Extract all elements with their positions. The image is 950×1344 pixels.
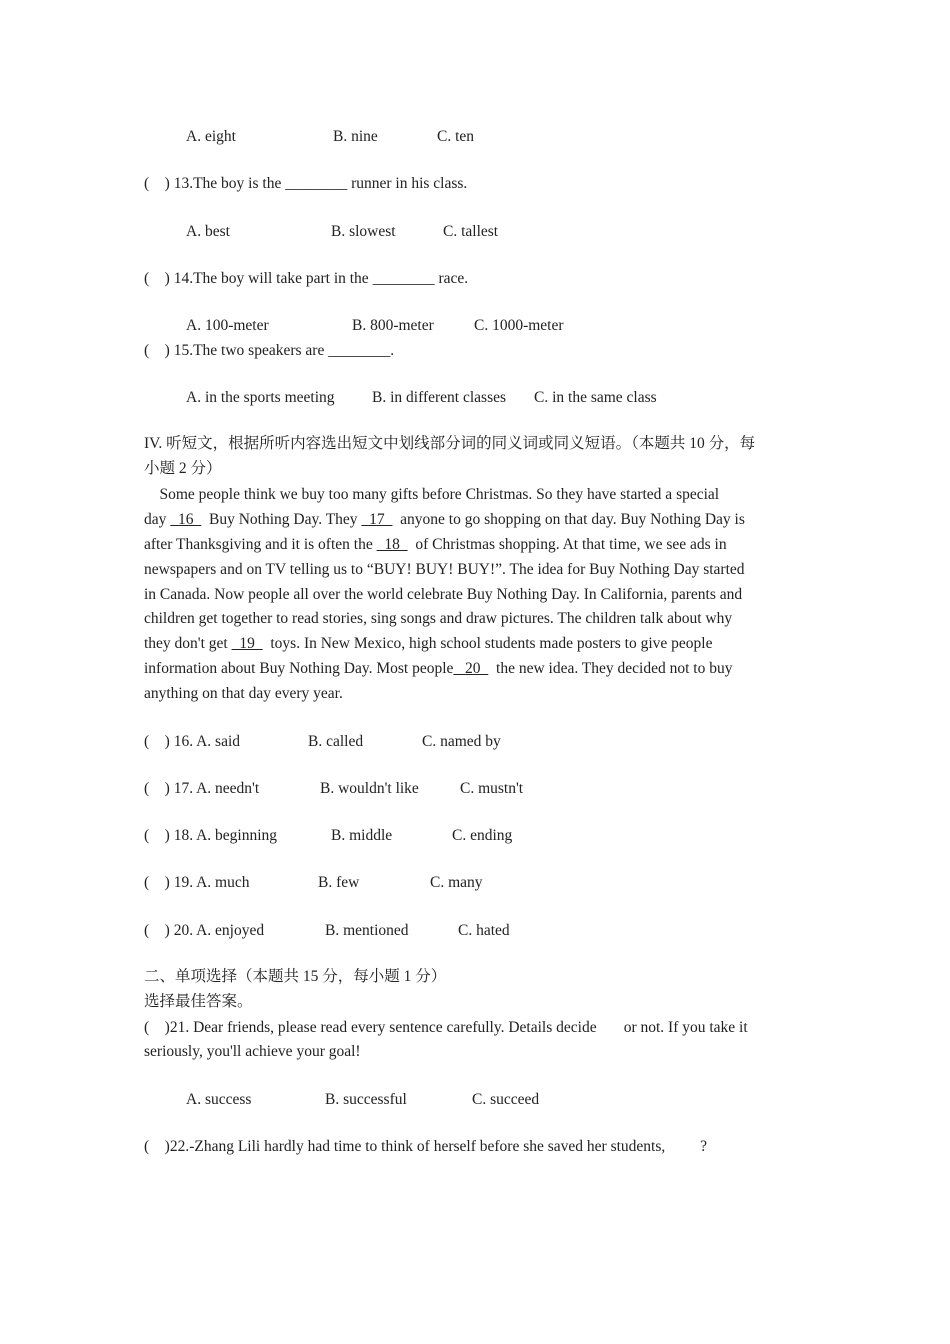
q21-option-c: C. succeed bbox=[472, 1091, 540, 1108]
blank-19: 19 bbox=[231, 635, 263, 653]
blank-17: 17 bbox=[361, 510, 393, 528]
passage-line: in Canada. Now people all over the world celebrate Buy Nothing Day. In California, parents and bbox=[144, 585, 743, 603]
blank-20: 20 bbox=[453, 660, 489, 678]
q16-option-b: B. called bbox=[308, 733, 364, 750]
section-4-heading-line1: IV. 听短文，根据所听内容选出短文中划线部分词的同义词或同义短语。（本题共 10 分，每 bbox=[144, 435, 756, 452]
q20-option-b: B. mentioned bbox=[325, 922, 409, 939]
q15-option-b: B. in different classes bbox=[372, 389, 507, 406]
q18-stem: ( ) 18. A. beginning bbox=[144, 827, 278, 844]
blank-18: 18 bbox=[376, 535, 408, 553]
q17-option-c: C. mustn't bbox=[460, 780, 524, 797]
q12-option-b: B. nine bbox=[333, 128, 378, 145]
q14-option-a: A. 100-meter bbox=[186, 317, 269, 334]
q18-option-b: B. middle bbox=[331, 827, 393, 844]
q15-option-a: A. in the sports meeting bbox=[186, 389, 335, 406]
passage-line: they don't get 19 toys. In New Mexico, high school students made posters to give people bbox=[144, 635, 713, 653]
q21-option-b: B. successful bbox=[325, 1091, 407, 1108]
q22-stem: ( )22.-Zhang Lili hardly had time to think of herself before she saved her students, ? bbox=[144, 1138, 708, 1155]
passage-line: after Thanksgiving and it is often the 18 of Christmas shopping. At that time, we see ads in bbox=[144, 535, 727, 553]
q20-stem: ( ) 20. A. enjoyed bbox=[144, 922, 265, 939]
q13-stem: ( ) 13.The boy is the ________ runner in his class. bbox=[144, 175, 468, 192]
q14-stem: ( ) 14.The boy will take part in the ________ race. bbox=[144, 270, 469, 287]
q18-option-c: C. ending bbox=[452, 827, 513, 844]
q19-option-b: B. few bbox=[318, 874, 360, 891]
q15-option-c: C. in the same class bbox=[534, 389, 657, 406]
listening-passage bbox=[144, 483, 812, 707]
section-2-instruction: 选择最佳答案。 bbox=[144, 993, 253, 1010]
blank-16: 16 bbox=[170, 510, 202, 528]
q12-option-c: C. ten bbox=[437, 128, 475, 145]
passage-line: children get together to read stories, sing songs and draw pictures. The children talk about why bbox=[144, 610, 733, 628]
passage-line: information about Buy Nothing Day. Most people 20 the new idea. They decided not to buy bbox=[144, 660, 733, 678]
q21-option-a: A. success bbox=[186, 1091, 252, 1108]
q13-option-b: B. slowest bbox=[331, 223, 396, 240]
q17-stem: ( ) 17. A. needn't bbox=[144, 780, 260, 797]
q19-option-c: C. many bbox=[430, 874, 483, 891]
q12-option-a: A. eight bbox=[186, 128, 236, 145]
q20-option-c: C. hated bbox=[458, 922, 510, 939]
q14-option-b: B. 800-meter bbox=[352, 317, 434, 334]
q16-stem: ( ) 16. A. said bbox=[144, 733, 241, 750]
passage-line: anything on that day every year. bbox=[144, 685, 343, 703]
q21-stem-line1: ( )21. Dear friends, please read every sentence carefully. Details decide or not. If you take it bbox=[144, 1019, 748, 1036]
section-2-heading: 二、单项选择（本题共 15 分，每小题 1 分） bbox=[144, 968, 447, 985]
section-4-heading-line2: 小题 2 分） bbox=[144, 460, 222, 477]
passage-line: Some people think we buy too many gifts before Christmas. So they have started a special bbox=[144, 486, 720, 503]
q17-option-b: B. wouldn't like bbox=[320, 780, 419, 797]
passage-line: newspapers and on TV telling us to “BUY! BUY! BUY!”. The idea for Buy Nothing Day started bbox=[144, 560, 745, 578]
passage-line: day 16 Buy Nothing Day. They 17 anyone to go shopping on that day. Buy Nothing Day is bbox=[144, 510, 745, 528]
q16-option-c: C. named by bbox=[422, 733, 501, 750]
q15-stem: ( ) 15.The two speakers are ________. bbox=[144, 342, 395, 359]
q13-option-c: C. tallest bbox=[443, 223, 499, 240]
q13-option-a: A. best bbox=[186, 223, 230, 240]
q19-stem: ( ) 19. A. much bbox=[144, 874, 250, 891]
q21-stem-line2: seriously, you'll achieve your goal! bbox=[144, 1043, 361, 1060]
q14-option-c: C. 1000-meter bbox=[474, 317, 564, 334]
